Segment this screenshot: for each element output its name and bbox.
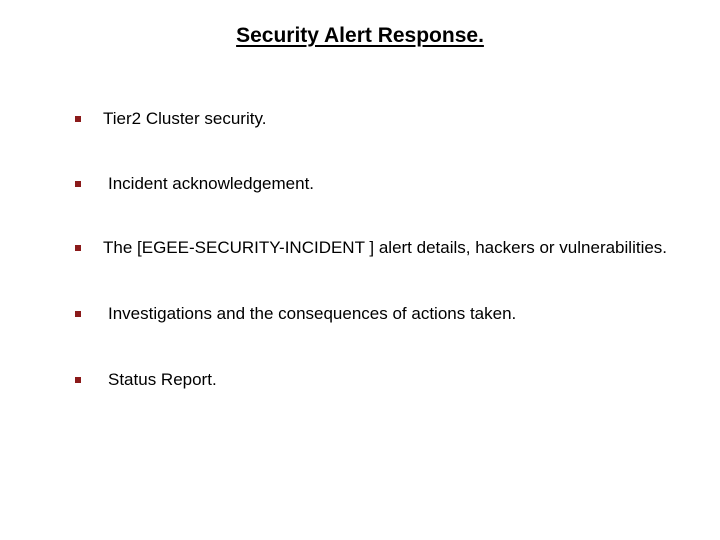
square-bullet-icon xyxy=(75,311,81,317)
bullet-item-tier2-security xyxy=(0,107,715,131)
bullet-item-alert-details xyxy=(0,236,715,260)
bullet-item-investigations xyxy=(0,302,715,326)
square-bullet-icon xyxy=(75,181,81,187)
square-bullet-icon xyxy=(75,245,81,251)
bullet-text: Investigations and the consequences of actions taken. xyxy=(108,304,517,323)
bullet-item-incident-ack xyxy=(0,172,715,196)
bullet-text: Tier2 Cluster security. xyxy=(103,109,267,128)
bullet-item-status-report xyxy=(0,368,715,392)
bullet-text: Incident acknowledgement. xyxy=(108,174,315,193)
square-bullet-icon xyxy=(75,116,81,122)
square-bullet-icon xyxy=(75,377,81,383)
slide-title: Security Alert Response. xyxy=(236,24,484,47)
bullet-text: Status Report. xyxy=(108,370,217,389)
bullet-text: The [EGEE-SECURITY-INCIDENT ] alert details, hackers or vulnerabilities. xyxy=(103,238,668,257)
